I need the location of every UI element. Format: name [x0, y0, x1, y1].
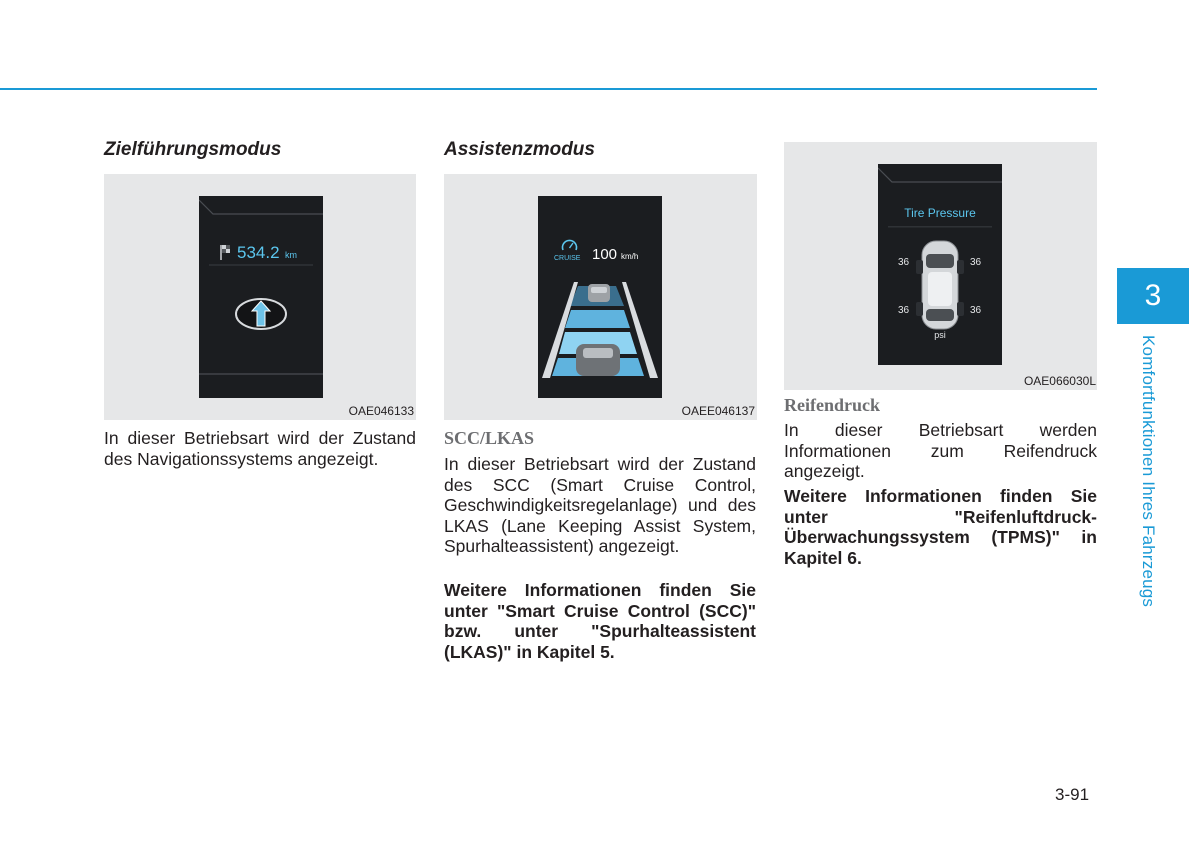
tire-pressure-display [878, 164, 1002, 365]
tire-pressure-figure [784, 142, 1097, 390]
lead-vehicle-icon [588, 284, 610, 302]
tire-front-left: 36 [898, 257, 910, 268]
page-number: 3-91 [1055, 785, 1090, 804]
scc-lkas-reference: Weitere Informationen finden Sie unter "Smart Cruise Control (SCC)" bzw. unter "Spurhalteassistent (LKAS)" in Kapitel 5. [444, 580, 756, 662]
distance-unit: km [285, 250, 297, 260]
speedometer-icon [563, 240, 577, 250]
tire-rear-left: 36 [898, 305, 910, 316]
tire-rear-right: 36 [970, 305, 982, 316]
car-top-view-icon [916, 241, 964, 329]
navigation-display [199, 196, 323, 398]
figure-caption: OAE066030L [1023, 374, 1096, 388]
figure-caption: OAEE046137 [681, 404, 755, 418]
reifendruck-reference: Weitere Informationen finden Sie unter "Reifenluftdruck-Überwachungssystem (TPMS)" in Kapitel 6. [784, 486, 1097, 568]
pressure-unit: psi [934, 330, 946, 340]
chapter-side-label: Komfortfunktionen Ihres Fahrzeugs [1139, 335, 1158, 608]
direction-arrow-icon [236, 299, 286, 329]
reifendruck-description: In dieser Betriebsart werden Informationen zum Reifendruck angezeigt. [784, 420, 1097, 481]
assist-display [538, 196, 662, 398]
scc-lkas-description: In dieser Betriebsart wird der Zustand des SCC (Smart Cruise Control, Geschwindigkeitsregelanlage) und des LKAS (Lane Keeping Assist System, Spurhalteassistent) angezeigt. [444, 454, 756, 556]
tire-pressure-title: Tire Pressure [904, 206, 976, 220]
heading-scc-lkas: SCC/LKAS [444, 428, 535, 448]
own-vehicle-icon [576, 344, 620, 376]
top-rule [0, 88, 1097, 90]
speed-unit: km/h [621, 252, 639, 261]
heading-zielfuehrungsmodus: Zielführungsmodus [104, 139, 282, 160]
assist-figure [444, 174, 757, 420]
heading-reifendruck: Reifendruck [784, 395, 880, 415]
speed-value: 100 [592, 246, 618, 263]
heading-assistenzmodus: Assistenzmodus [444, 139, 595, 160]
cruise-label: CRUISE [554, 255, 581, 262]
tire-front-right: 36 [970, 257, 982, 268]
figure-caption: OAE046133 [348, 404, 414, 418]
chapter-tab: 3 [1117, 268, 1189, 324]
navigation-description: In dieser Betriebsart wird der Zustand des Navigationssystems angezeigt. [104, 428, 416, 469]
checkered-flag-icon [221, 245, 230, 260]
navigation-figure [104, 174, 416, 420]
distance-value: 534.2 [237, 243, 280, 262]
